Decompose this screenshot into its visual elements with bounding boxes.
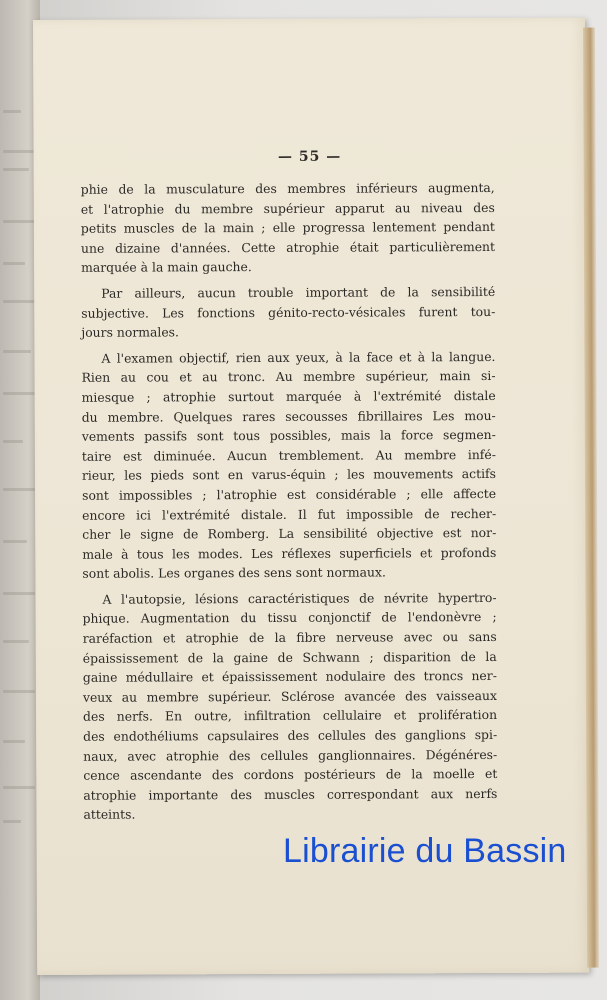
text-line: cence ascendante des cordons postérieurs de la moelle et bbox=[83, 766, 498, 784]
page-side-edge bbox=[583, 28, 599, 968]
ghost-text-mark bbox=[3, 592, 35, 595]
text-line: petits muscles de la main ; elle progressa lentement pendant bbox=[80, 219, 495, 236]
text-line: et l'atrophie du membre supérieur apparut au niveau des bbox=[80, 199, 495, 217]
ghost-text-mark bbox=[3, 540, 27, 543]
ghost-text-mark bbox=[3, 110, 21, 113]
ghost-text-mark bbox=[3, 168, 29, 171]
text-line: miesque ; atrophie surtout marquée à l'extrémité distale bbox=[81, 387, 496, 405]
ghost-text-mark bbox=[3, 740, 25, 743]
text-line: épaississement de la gaine de Schwann ; disparition de la bbox=[82, 648, 497, 666]
text-line: raréfaction et atrophie de la fibre nerveuse avec ou sans bbox=[82, 629, 497, 646]
text-line: du membre. Quelques rares secousses fibrillaires Les mou- bbox=[81, 407, 496, 425]
text-line: atrophie importante des muscles correspondant aux nerfs bbox=[83, 785, 498, 803]
ghost-text-mark bbox=[3, 350, 31, 353]
ghost-text-mark bbox=[3, 820, 21, 823]
text-line: rieur, les pieds sont en varus-équin ; les mouvements actifs bbox=[81, 466, 497, 484]
ghost-text-mark bbox=[3, 392, 35, 395]
text-line: phique. Augmentation du tissu conjonctif de l'endonèvre ; bbox=[82, 609, 497, 627]
text-line: phie de la musculature des membres inférieurs augmenta, bbox=[80, 179, 495, 197]
text-line: jours normales. bbox=[81, 324, 180, 340]
ghost-text-mark bbox=[3, 150, 35, 153]
text-line: sont abolis. Les organes des sens sont normaux. bbox=[82, 564, 386, 582]
text-line: Rien au cou et au tronc. Au membre supérieur, main si- bbox=[81, 368, 496, 386]
text-line: une dizaine d'années. Cette atrophie était particulièrement bbox=[80, 238, 496, 256]
text-line: taire est diminuée. Aucun tremblement. Au membre infé- bbox=[81, 446, 496, 464]
text-line: cher le signe de Romberg. La sensibilité objective est nor- bbox=[82, 525, 497, 542]
text-line: encore ici l'extrémité distale. Il fut impossible de recher- bbox=[82, 505, 497, 523]
text-line: male à tous les modes. Les réflexes superficiels et profonds bbox=[82, 544, 497, 562]
text-line: subjective. Les fonctions génito-recto-vésicales furent tou- bbox=[81, 303, 496, 321]
ghost-text-mark bbox=[3, 440, 23, 443]
ghost-text-mark bbox=[3, 220, 35, 223]
page-number: — 55 — bbox=[277, 148, 342, 165]
text-line: atteints. bbox=[83, 806, 136, 823]
ghost-text-mark bbox=[3, 640, 29, 643]
text-line: A l'examen objectif, rien aux yeux, à la face et à la langue. bbox=[101, 348, 496, 366]
text-line: naux, avec atrophie des cellules ganglionnaires. Dégénéres- bbox=[83, 746, 498, 764]
ghost-text-mark bbox=[3, 262, 25, 265]
text-line: A l'autopsie, lésions caractéristiques de névrite hypertro- bbox=[102, 589, 497, 607]
body-text bbox=[81, 178, 498, 825]
ghost-text-mark bbox=[3, 300, 35, 303]
text-line: des endothéliums capsulaires des cellules des ganglions spi- bbox=[83, 727, 498, 744]
text-line: des nerfs. En outre, infiltration cellulaire et prolifération bbox=[83, 707, 498, 725]
ghost-text-mark bbox=[3, 786, 35, 789]
ghost-text-mark bbox=[3, 690, 35, 693]
text-line: gaine médullaire et épaississement nodulaire des troncs ner- bbox=[82, 668, 497, 686]
text-line: marquée à la main gauche. bbox=[81, 259, 252, 276]
text-line: veux au membre supérieur. Sclérose avancée des vaisseaux bbox=[82, 687, 497, 705]
watermark-text: Librairie du Bassin bbox=[283, 832, 567, 870]
text-line: vements passifs sont tous possibles, mais la force segmen- bbox=[81, 427, 496, 444]
text-line: sont impossibles ; l'atrophie est considérable ; elle affecte bbox=[82, 485, 497, 503]
ghost-text-mark bbox=[3, 488, 35, 491]
text-line: Par ailleurs, aucun trouble important de la sensibilité bbox=[101, 283, 496, 301]
